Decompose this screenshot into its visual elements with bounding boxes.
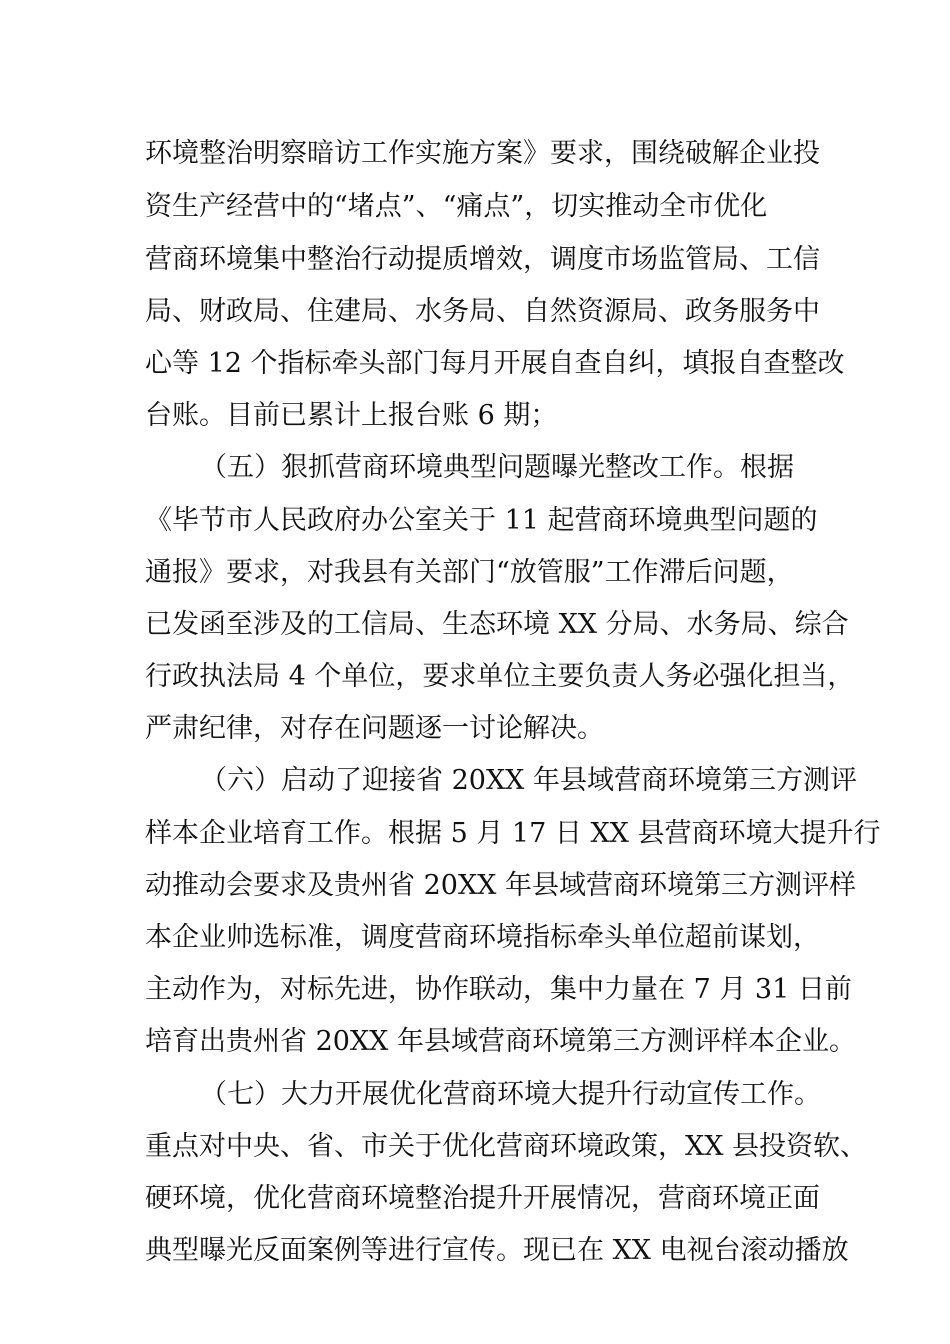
text-line: 心等 12 个指标牵头部门每月开展自查自纠，填报自查整改 [145, 348, 845, 379]
text-line: 台账。目前已累计上报台账 6 期； [145, 400, 558, 431]
text-line: 行政执法局 4 个单位，要求单位主要负责人务必强化担当， [145, 661, 855, 692]
text-line: 主动作为，对标先进，协作联动，集中力量在 7 月 31 日前 [145, 974, 852, 1005]
text-line: 本企业帅选标准，调度营商环境指标牵头单位超前谋划， [145, 922, 820, 953]
text-line: 硬环境，优化营商环境整治提升开展情况，营商环境正面 [145, 1183, 820, 1214]
text-line: 通报》要求，对我县有关部门“放管服”工作滞后问题， [145, 557, 794, 588]
text-line: （五）狠抓营商环境典型问题曝光整改工作。根据 [200, 452, 794, 483]
text-line: 《毕节市人民政府办公室关于 11 起营商环境典型问题的 [145, 505, 818, 536]
text-line: 严肃纪律，对存在问题逐一讨论解决。 [145, 713, 604, 744]
text-line: 局、财政局、住建局、水务局、自然资源局、政务服务中 [145, 296, 820, 327]
text-line: 重点对中央、省、市关于优化营商环境政策，XX 县投资软、 [145, 1131, 868, 1162]
text-line: 典型曝光反面案例等进行宣传。现已在 XX 电视台滚动播放 [145, 1235, 849, 1266]
text-line: （六）启动了迎接省 20XX 年县域营商环境第三方测评 [200, 765, 857, 796]
text-line: 动推动会要求及贵州省 20XX 年县域营商环境第三方测评样 [145, 870, 856, 901]
text-line: 已发函至涉及的工信局、生态环境 XX 分局、水务局、综合 [145, 609, 849, 640]
text-line: 样本企业培育工作。根据 5 月 17 日 XX 县营商环境大提升行 [145, 818, 881, 849]
text-line: （七）大力开展优化营商环境大提升行动宣传工作。 [200, 1079, 821, 1110]
text-line: 营商环境集中整治行动提质增效，调度市场监管局、工信 [145, 244, 820, 275]
text-line: 环境整治明察暗访工作实施方案》要求，围绕破解企业投 [145, 138, 820, 169]
text-line: 资生产经营中的“堵点”、“痛点”，切实推动全市优化 [145, 191, 768, 222]
text-line: 培育出贵州省 20XX 年县域营商环境第三方测评样本企业。 [145, 1026, 856, 1057]
